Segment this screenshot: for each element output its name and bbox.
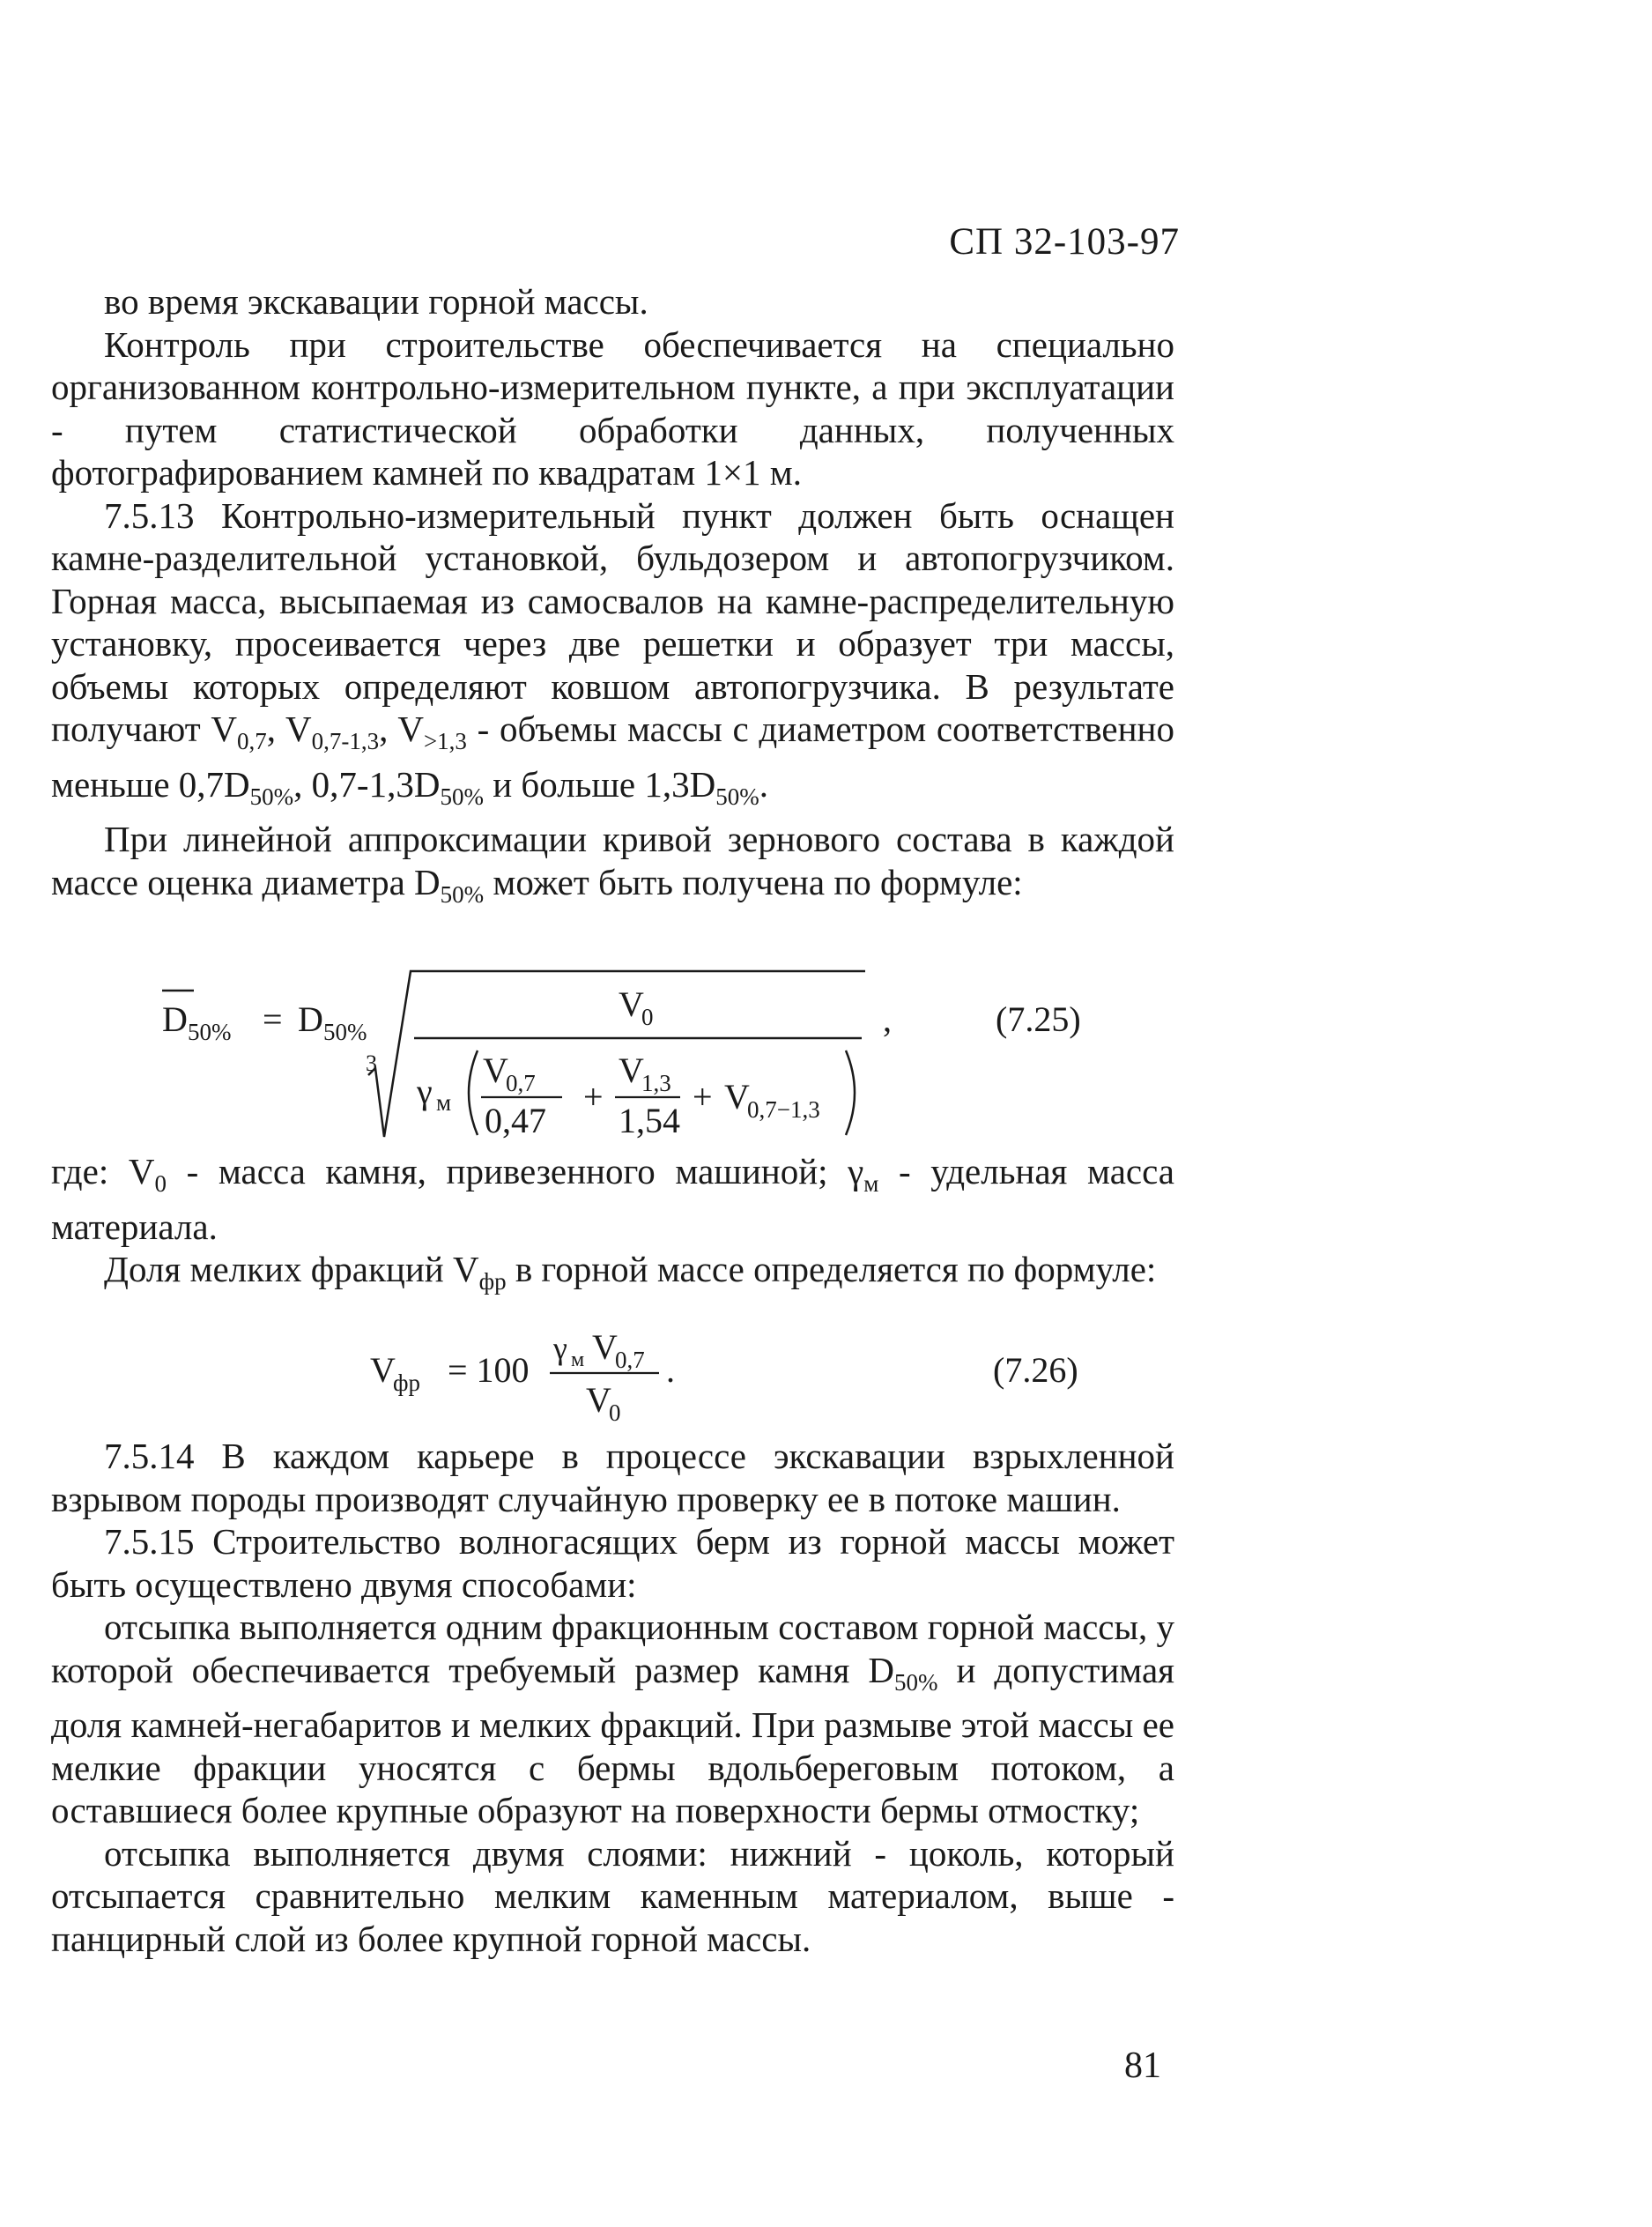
formula2-trail: . xyxy=(666,1350,675,1390)
left-paren xyxy=(469,1050,478,1135)
root-index: 3 xyxy=(366,1050,377,1076)
right-paren xyxy=(846,1050,855,1135)
formula-lhs-sub: 50% xyxy=(188,1019,232,1045)
paragraph-control: Контроль при строительстве обеспечивается на специально организованном контрольно-измерительном пункте, а при эксплуатации - путем статистической обработки данных, полученных фотографированием камней по квадратам 1×1 м. xyxy=(51,323,1174,493)
formula-lhs: D xyxy=(162,999,188,1039)
formula2-lhs: V xyxy=(370,1350,396,1390)
formula-d-sub: 50% xyxy=(323,1019,367,1045)
text-block-bottom xyxy=(51,1435,1174,1960)
f1-num: V xyxy=(483,1050,508,1090)
formula2-gamma-sub: м xyxy=(571,1348,585,1371)
formula-d: D xyxy=(298,999,323,1039)
paragraph-approximation: При линейной аппроксимации кривой зернового состава в каждой массе оценка диаметра $D_{50\%}$ может быть получена по формуле: xyxy=(51,819,1174,908)
formula2-gamma: γ xyxy=(553,1331,567,1366)
gamma: γ xyxy=(417,1072,433,1111)
v3: V xyxy=(724,1077,750,1117)
document-code-header: СП 32-103-97 xyxy=(949,221,1180,263)
formula-num: V xyxy=(619,984,644,1024)
gamma-sub: м xyxy=(436,1089,452,1116)
paragraph-7-5-13: 7.5.13 Контрольно-измерительный пункт должен быть оснащен камне-разделительной установкой, бульдозером и автопогрузчиком. Горная масса, высыпаемая из самосвалов на камне-распределительную установку, просеивается через две решетки и образует три массы, объемы которых определяют ковшом автопогрузчика. В результате получают $V_{0,7}$, $V_{0,7-1,3}$, $V_{>1,3}$ - объемы массы с диаметром соответственно меньше $0,7D_{50\%}$, $0,7-1,3D_{50\%}$ и больше $1,3D_{50\%}$. xyxy=(51,494,1174,810)
formula-7-25 xyxy=(132,961,1145,1154)
f1-den: 0,47 xyxy=(485,1101,546,1140)
paragraph-method-1: отсыпка выполняется одним фракционным составом горной массы, у которой обеспечивается требуемый размер камня $D_{50\%}$ и допустимая доля камней-негабаритов и мелких фракций. При размыве этой массы ее мелкие фракции уносятся с бермы вдольбереговым потоком, а оставшиеся более крупные образуют на поверхности бермы отмостку; xyxy=(51,1607,1175,1830)
v3-sub: 0,7−1,3 xyxy=(747,1096,820,1123)
formula-trail: , xyxy=(883,999,892,1039)
formula-equals: = xyxy=(263,999,283,1039)
text-block-middle xyxy=(51,1150,1174,1303)
f2-den: 1,54 xyxy=(619,1101,680,1140)
paragraph-where: где: $V_0$ - масса камня, привезенного машиной; $\gamma_м$ - удельная масса материала. xyxy=(51,1151,1174,1247)
formula2-numv-sub: 0,7 xyxy=(615,1347,645,1373)
f2-num: V xyxy=(619,1050,644,1090)
paragraph-7-5-14: 7.5.14 В каждом карьере в процессе экскавации взрыхленной взрывом породы производят случайную проверку ее в потоке машин. xyxy=(51,1436,1174,1519)
plus-1: + xyxy=(583,1077,604,1117)
paragraph-continuation: во время экскавации горной массы. xyxy=(104,281,648,322)
equation-number-7-25: (7.25) xyxy=(996,999,1081,1039)
formula2-denv-sub: 0 xyxy=(609,1399,621,1426)
text-block-top xyxy=(51,280,1174,916)
paragraph-fine-fraction: Доля мелких фракций $V_{фр}$ в горной массе определяется по формуле: xyxy=(104,1249,1157,1295)
formula2-eq: = 100 xyxy=(448,1350,530,1390)
formula-7-26 xyxy=(352,1322,1145,1436)
page-number: 81 xyxy=(1124,2045,1161,2086)
formula2-numv: V xyxy=(592,1327,618,1367)
formula2-denv: V xyxy=(586,1380,611,1420)
equation-number-7-26: (7.26) xyxy=(993,1350,1078,1390)
f2-num-sub: 1,3 xyxy=(641,1070,671,1096)
plus-2: + xyxy=(693,1077,713,1117)
paragraph-7-5-15: 7.5.15 Строительство волногасящих берм из горной массы может быть осуществлено двумя способами: xyxy=(51,1521,1174,1605)
formula2-lhs-sub: фр xyxy=(393,1370,420,1396)
paragraph-method-2: отсыпка выполняется двумя слоями: нижний - цоколь, который отсыпается сравнительно мелким каменным материалом, выше - панцирный слой из более крупной горной массы. xyxy=(51,1832,1174,1959)
formula-num-sub: 0 xyxy=(641,1004,654,1030)
f1-num-sub: 0,7 xyxy=(506,1070,536,1096)
